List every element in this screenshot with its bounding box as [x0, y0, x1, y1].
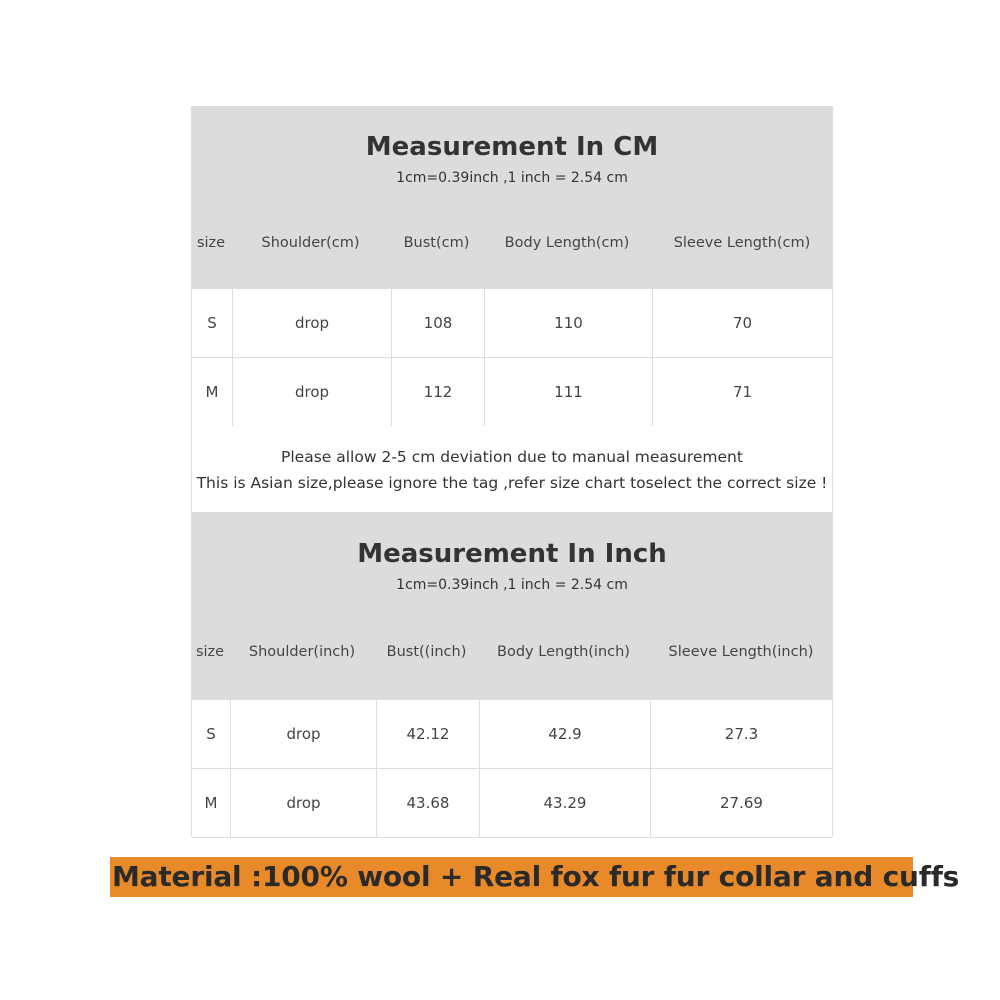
inch-table-header: [191, 512, 833, 700]
header-cell-size: size: [195, 644, 225, 660]
note-deviation: Please allow 2-5 cm deviation due to manual measurement: [281, 448, 743, 466]
material-banner: [110, 857, 960, 897]
inch-table-subtitle: 1cm=0.39inch ,1 inch = 2.54 cm: [396, 577, 628, 593]
cell-size: M: [205, 383, 219, 401]
cell-size: M: [204, 794, 218, 812]
cm-table-title: Measurement In CM: [365, 132, 659, 162]
cell-shoulder: drop: [230, 769, 376, 837]
table-row: [192, 289, 832, 358]
table-row: [192, 358, 832, 427]
header-cell-size: size: [196, 235, 226, 251]
header-cell-shoulder: Shoulder(cm): [261, 235, 360, 251]
inch-header-row: [191, 633, 833, 671]
table-row: [192, 769, 832, 838]
table-row: [192, 700, 832, 769]
cell-size: S: [206, 725, 216, 743]
cell-shoulder: drop: [230, 700, 376, 768]
header-cell-sleeve-length: Sleeve Length(inch): [668, 644, 814, 660]
cm-table-subtitle: 1cm=0.39inch ,1 inch = 2.54 cm: [396, 170, 628, 186]
size-notes: [191, 426, 833, 512]
cell-bust: 42.12: [376, 700, 479, 768]
note-asian-size: This is Asian size,please ignore the tag ,refer size chart toselect the correct size !: [196, 474, 828, 492]
material-text: Material :100% wool + Real fox fur fur collar and cuffs: [112, 860, 960, 893]
cm-table-body: [191, 289, 833, 426]
cell-size: S: [207, 314, 217, 332]
cell-sleeve-length: 27.69: [650, 769, 832, 837]
inch-table-body: [191, 700, 833, 837]
cell-sleeve-length: 70: [652, 289, 832, 357]
cell-body-length: 42.9: [479, 700, 650, 768]
inch-table-title: Measurement In Inch: [357, 539, 667, 569]
cell-body-length: 43.29: [479, 769, 650, 837]
header-cell-body-length: Body Length(inch): [497, 644, 630, 660]
cell-shoulder: drop: [232, 289, 391, 357]
cell-body-length: 110: [484, 289, 652, 357]
cell-sleeve-length: 27.3: [650, 700, 832, 768]
cm-table-header: [191, 106, 833, 289]
cell-sleeve-length: 71: [652, 358, 832, 426]
cell-body-length: 111: [484, 358, 652, 426]
header-cell-sleeve-length: Sleeve Length(cm): [673, 235, 811, 251]
cell-bust: 108: [391, 289, 484, 357]
header-cell-body-length: Body Length(cm): [504, 235, 630, 251]
cell-bust: 43.68: [376, 769, 479, 837]
cell-bust: 112: [391, 358, 484, 426]
cm-header-row: [191, 224, 833, 262]
cell-shoulder: drop: [232, 358, 391, 426]
header-cell-shoulder: Shoulder(inch): [248, 644, 356, 660]
header-cell-bust: Bust((inch): [386, 644, 467, 660]
header-cell-bust: Bust(cm): [403, 235, 470, 251]
